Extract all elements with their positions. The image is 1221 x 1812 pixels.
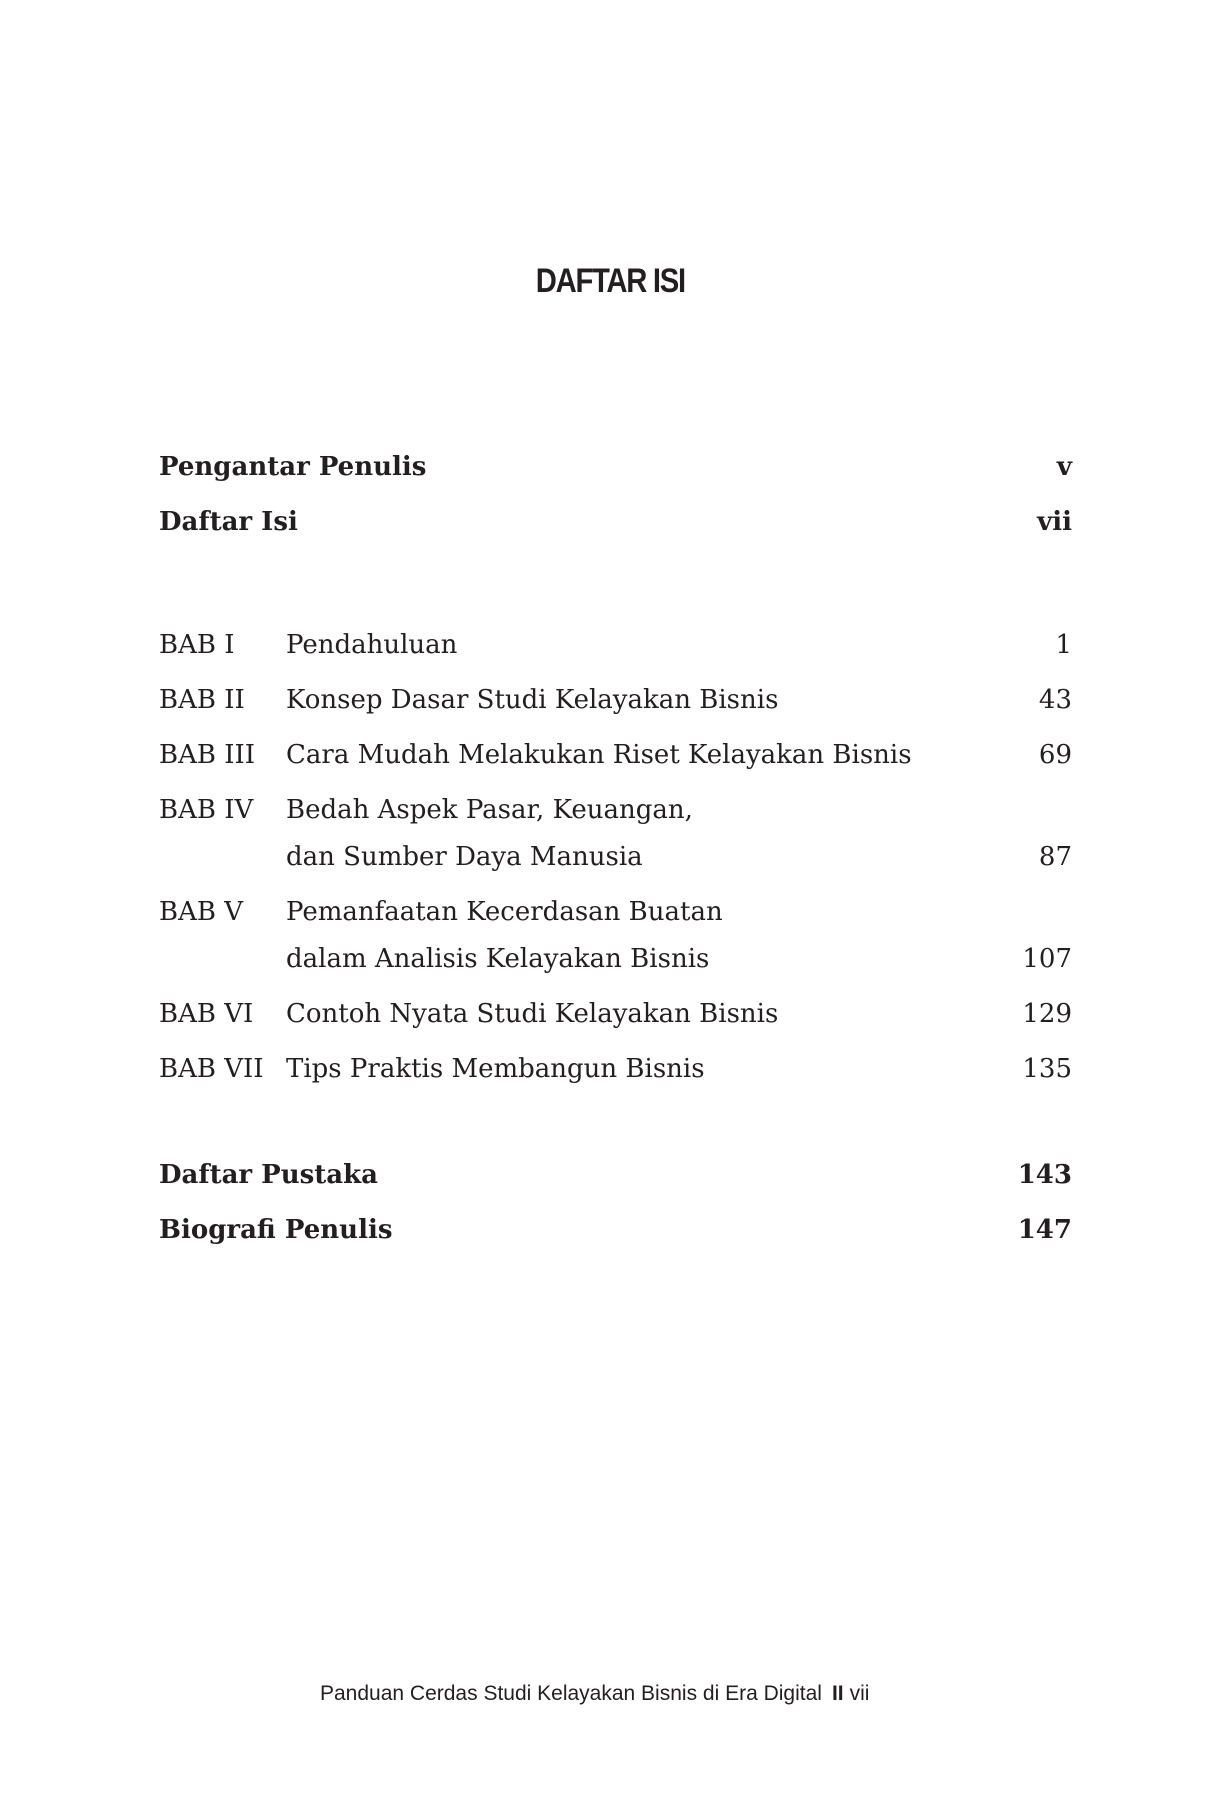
chapter-number: BAB VI <box>159 999 254 1029</box>
chapter-entry[interactable] <box>159 622 1072 669</box>
toc-entry-page: vii <box>1037 507 1072 537</box>
chapter-entry[interactable] <box>159 1046 1072 1093</box>
toc-entry-label: Daftar Pustaka <box>159 1160 378 1190</box>
footer-page-number: vii <box>849 1682 870 1705</box>
chapter-page: 107 <box>1022 944 1072 974</box>
chapter-title <box>286 787 982 881</box>
chapter-number: BAB V <box>159 897 244 927</box>
toc-back-matter <box>159 1160 1072 1270</box>
toc-entry-label: Pengantar Penulis <box>159 452 427 482</box>
chapter-page: 135 <box>1022 1054 1072 1084</box>
footer-separator: II <box>831 1682 844 1705</box>
toc-entry[interactable] <box>159 452 1072 507</box>
chapter-title-line: Konsep Dasar Studi Kelayakan Bisnis <box>286 685 779 715</box>
chapter-number: BAB VII <box>159 1054 264 1084</box>
chapter-title-line: Pemanfaatan Kecerdasan Buatan <box>286 897 723 927</box>
chapter-entry[interactable] <box>159 732 1072 779</box>
chapter-title <box>286 991 982 1038</box>
chapter-title <box>286 622 982 669</box>
toc-entry[interactable] <box>159 1215 1072 1270</box>
chapter-title-line: Cara Mudah Melakukan Riset Kelayakan Bisnis <box>286 740 912 770</box>
chapter-title <box>286 732 982 779</box>
chapter-entry[interactable] <box>159 991 1072 1038</box>
chapter-title-line: dan Sumber Daya Manusia <box>286 842 643 872</box>
chapter-entry[interactable] <box>159 677 1072 724</box>
toc-front-matter <box>159 452 1072 562</box>
chapter-title <box>286 1046 982 1093</box>
chapter-page: 129 <box>1022 999 1072 1029</box>
toc-entry-label: Daftar Isi <box>159 507 298 537</box>
chapter-title <box>286 889 982 983</box>
chapter-page: 69 <box>1038 740 1072 770</box>
chapter-number: BAB II <box>159 685 245 715</box>
chapter-page: 87 <box>1038 842 1072 872</box>
page-footer <box>320 1682 869 1706</box>
chapter-number: BAB IV <box>159 795 254 825</box>
toc-entry-page: 143 <box>1017 1160 1072 1190</box>
toc-entry-page: 147 <box>1017 1215 1072 1245</box>
chapter-title <box>286 677 982 724</box>
chapter-title-line: dalam Analisis Kelayakan Bisnis <box>286 944 710 974</box>
toc-chapters <box>159 622 1072 1101</box>
chapter-page: 43 <box>1038 685 1072 715</box>
chapter-title-line: Bedah Aspek Pasar, Keuangan, <box>286 795 693 825</box>
chapter-number: BAB III <box>159 740 256 770</box>
chapter-entry[interactable] <box>159 787 1072 881</box>
toc-entry[interactable] <box>159 1160 1072 1215</box>
chapter-title-line: Pendahuluan <box>286 630 458 660</box>
toc-entry-page: v <box>1056 452 1072 482</box>
chapter-entry[interactable] <box>159 889 1072 983</box>
footer-book-title: Panduan Cerdas Studi Kelayakan Bisnis di Era Digital <box>320 1682 822 1705</box>
chapter-page: 1 <box>1055 630 1072 660</box>
chapter-number: BAB I <box>159 630 235 660</box>
chapter-title-line: Contoh Nyata Studi Kelayakan Bisnis <box>286 999 779 1029</box>
toc-entry[interactable] <box>159 507 1072 562</box>
toc-entry-label: Biografi Penulis <box>159 1215 393 1245</box>
chapter-title-line: Tips Praktis Membangun Bisnis <box>286 1054 705 1084</box>
page-title: DAFTAR ISI <box>535 262 685 300</box>
